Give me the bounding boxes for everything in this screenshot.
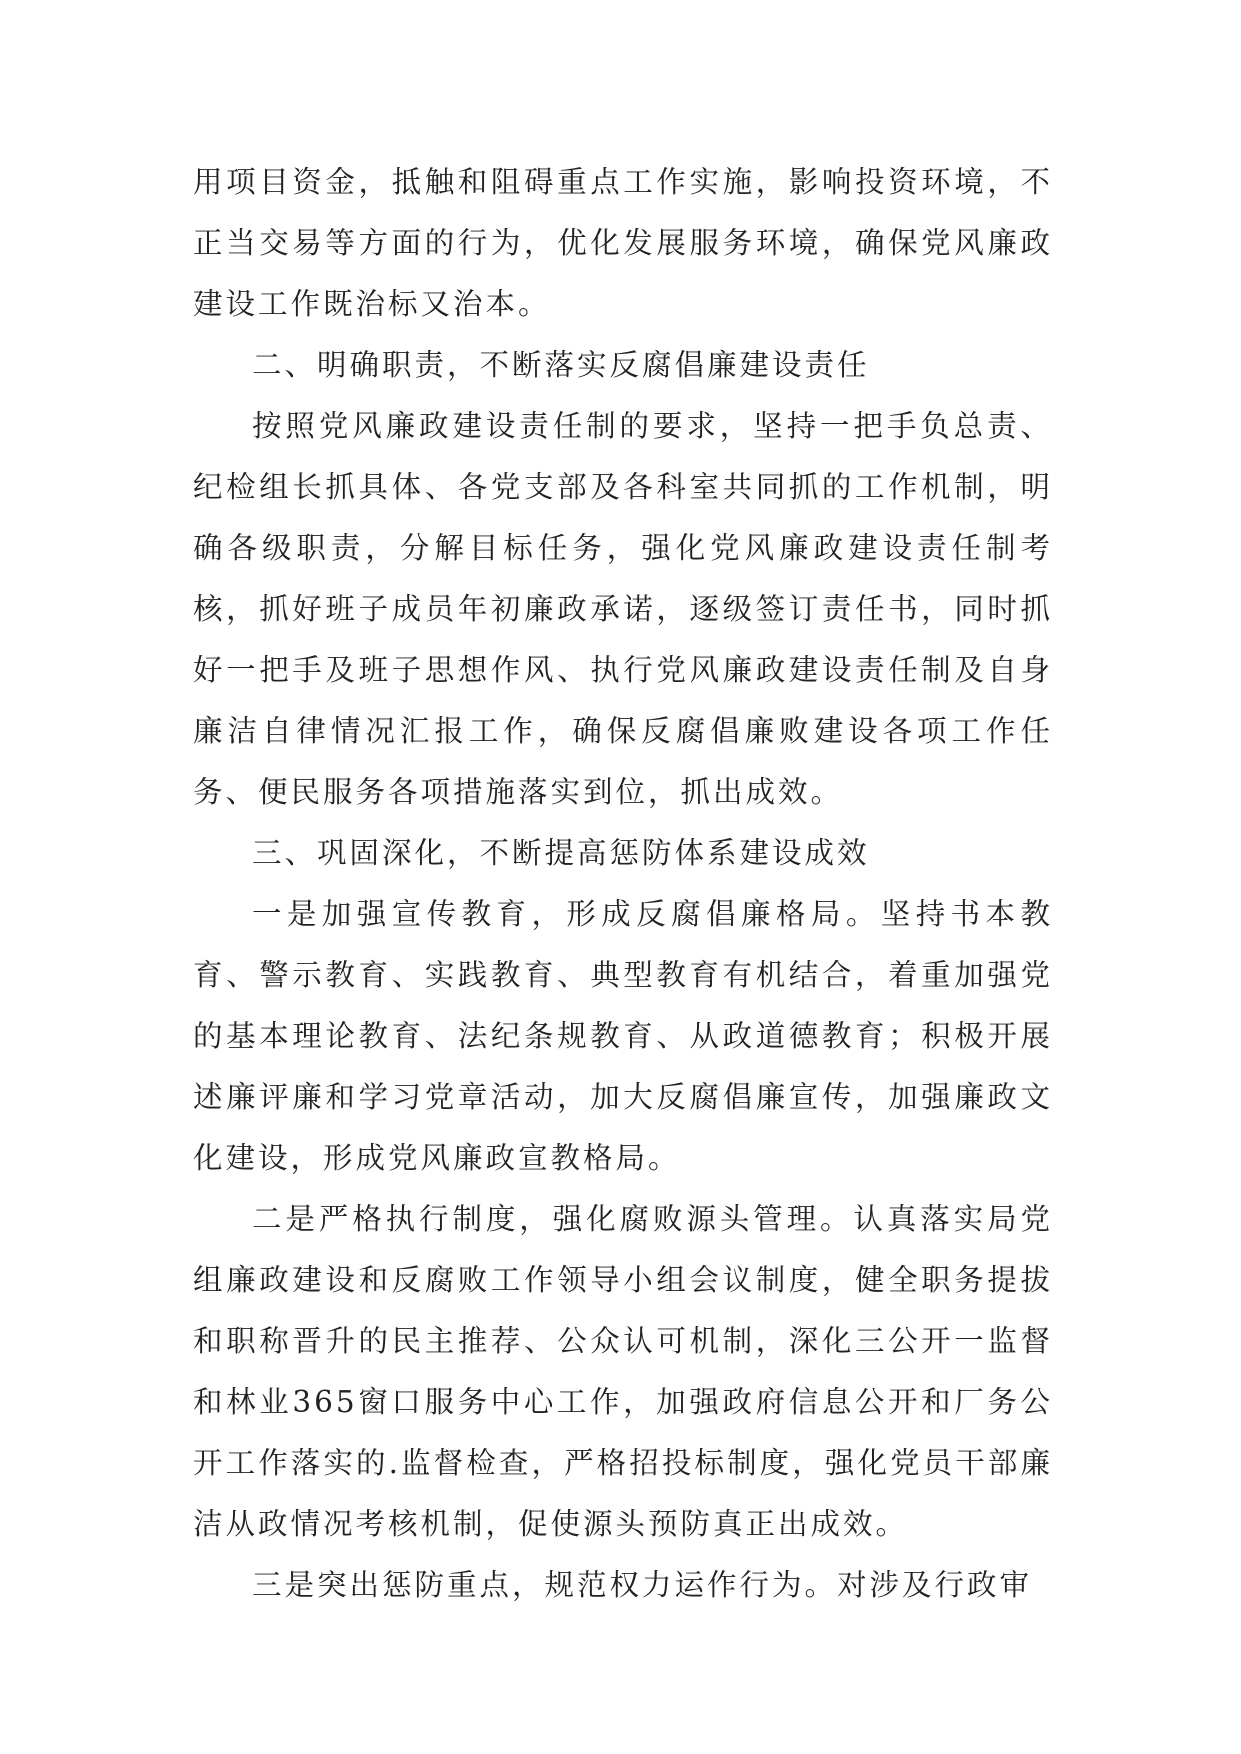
section-heading-2: 二、明确职责，不断落实反腐倡廉建设责任	[252, 348, 870, 382]
paragraph-education: 一是加强宣传教育，形成反腐倡廉格局。坚持书本教育、警示教育、实践教育、典型教育有机结合，着重加强党的基本理论教育、法纪条规教育、从政道德教育；积极开展述廉评廉和学习党章活动，加大反腐倡廉宣传，加强廉政文化建设，形成党风廉政宣教格局。	[193, 897, 1053, 1175]
paragraph-system: 二是严格执行制度，强化腐败源头管理。认真落实局党组廉政建设和反腐败工作领导小组会议制度，健全职务提拔和职称晋升的民主推荐、公众认可机制，深化三公开一监督和林业365窗口服务中心工作，加强政府信息公开和厂务公开工作落实的.监督检查，严格招投标制度，强化党员干部廉洁从政情况考核机制，促使源头预防真正出成效。	[193, 1202, 1053, 1541]
document-body	[193, 152, 1053, 1616]
section-heading-3: 三、巩固深化，不断提高惩防体系建设成效	[252, 836, 870, 870]
paragraph-key-points: 三是突出惩防重点，规范权力运作行为。对涉及行政审	[252, 1568, 1033, 1602]
paragraph-continuation: 用项目资金，抵触和阻碍重点工作实施，影响投资环境，不正当交易等方面的行为，优化发展服务环境，确保党风廉政建设工作既治标又治本。	[193, 165, 1053, 321]
paragraph-responsibility: 按照党风廉政建设责任制的要求，坚持一把手负总责、纪检组长抓具体、各党支部及各科室共同抓的工作机制，明确各级职责，分解目标任务，强化党风廉政建设责任制考核，抓好班子成员年初廉政承诺，逐级签订责任书，同时抓好一把手及班子思想作风、执行党风廉政建设责任制及自身廉洁自律情况汇报工作，确保反腐倡廉败建设各项工作任务、便民服务各项措施落实到位，抓出成效。	[193, 409, 1053, 809]
